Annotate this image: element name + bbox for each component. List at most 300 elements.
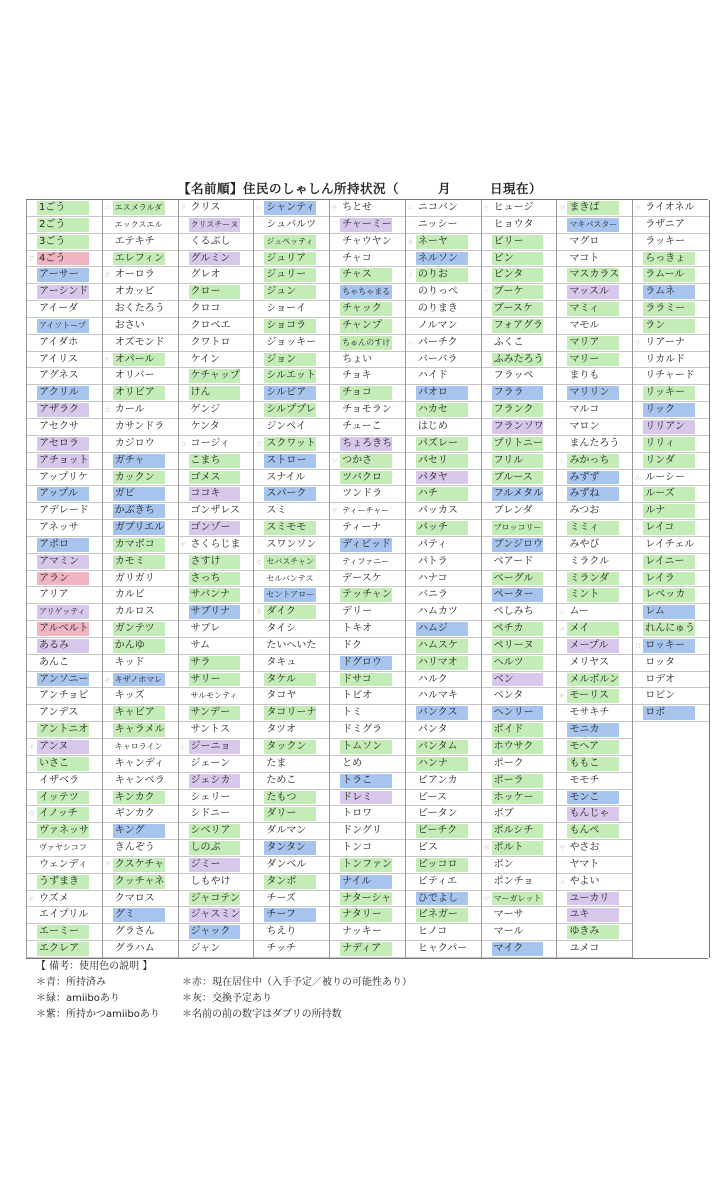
legend-gray: ＊灰：交換予定あり xyxy=(182,993,272,1004)
villager-cell xyxy=(557,621,633,638)
villager-cell xyxy=(254,486,330,503)
villager-cell xyxy=(633,520,709,537)
villager-cell xyxy=(254,503,330,520)
villager-cell xyxy=(482,924,558,941)
villager-name: ヒュージ xyxy=(493,202,534,213)
villager-name: キャビア xyxy=(114,707,155,719)
villager-name: モンこ xyxy=(569,791,600,803)
villager-name: ジンペイ xyxy=(266,420,307,432)
villager-name: みかっち xyxy=(569,454,610,466)
villager-cell xyxy=(633,604,709,621)
villager-cell xyxy=(179,874,255,891)
villager-cell xyxy=(633,470,709,487)
villager-cell xyxy=(330,688,406,705)
villager-cell xyxy=(482,891,558,908)
villager-name: アンヌ xyxy=(39,741,69,753)
index-kana: メ xyxy=(558,625,566,634)
villager-cell xyxy=(103,705,179,722)
villager-name: シドニー xyxy=(190,808,231,820)
villager-name: マリー xyxy=(569,353,600,365)
index-kana: カ xyxy=(103,406,111,415)
villager-cell xyxy=(254,301,330,318)
villager-cell xyxy=(27,907,103,924)
villager-name: カルロス xyxy=(114,606,155,618)
villager-cell xyxy=(406,537,482,554)
villager-cell xyxy=(103,571,179,588)
villager-cell xyxy=(103,756,179,773)
villager-name: クマロス xyxy=(114,892,155,904)
villager-cell xyxy=(254,537,330,554)
villager-name: うずまき xyxy=(39,875,79,887)
villager-name: メルボルン xyxy=(569,673,620,685)
index-kana: ヤ xyxy=(558,844,566,853)
villager-name: 2ごう xyxy=(39,218,66,230)
villager-name: ハムカツ xyxy=(417,606,458,618)
villager-name: ニコバン xyxy=(417,202,458,213)
villager-cell xyxy=(406,284,482,301)
villager-name: ドミグラ xyxy=(342,724,383,736)
villager-cell xyxy=(557,470,633,487)
villager-cell xyxy=(482,503,558,520)
villager-cell xyxy=(406,200,482,217)
villager-name: レム xyxy=(645,606,665,618)
villager-name: ユメコ xyxy=(569,943,600,955)
villager-cell xyxy=(330,554,406,571)
villager-cell xyxy=(179,638,255,655)
villager-name: ヘンリー xyxy=(493,707,534,719)
villager-cell xyxy=(254,655,330,672)
villager-name: フランク xyxy=(493,404,534,416)
villager-cell xyxy=(103,520,179,537)
villager-name: リック xyxy=(645,404,675,416)
villager-cell xyxy=(103,554,179,571)
villager-name: ポルト xyxy=(493,842,524,854)
villager-name: ネーヤ xyxy=(417,235,448,247)
villager-cell xyxy=(179,891,255,908)
villager-name: ツンドラ xyxy=(342,488,383,500)
villager-cell xyxy=(179,251,255,268)
villager-name: グラさん xyxy=(114,926,155,938)
villager-cell xyxy=(27,705,103,722)
villager-cell xyxy=(179,739,255,756)
villager-cell xyxy=(482,368,558,385)
villager-name: ガリガリ xyxy=(114,572,155,584)
villager-cell xyxy=(330,436,406,453)
villager-name: ピッコロ xyxy=(417,858,458,870)
villager-name: ハチ xyxy=(417,488,438,500)
legend-green: ＊緑：amiiboあり xyxy=(36,993,120,1004)
table-column xyxy=(481,200,558,958)
villager-name: しのぶ xyxy=(190,842,221,854)
villager-cell xyxy=(103,621,179,638)
villager-name: ジェシカ xyxy=(190,774,231,786)
villager-name: ダイク xyxy=(266,606,296,618)
villager-cell xyxy=(103,200,179,217)
villager-cell xyxy=(27,267,103,284)
villager-cell xyxy=(179,419,255,436)
villager-name: エテキチ xyxy=(114,235,155,247)
villager-photo-table xyxy=(26,199,708,959)
villager-cell xyxy=(254,587,330,604)
villager-cell xyxy=(179,773,255,790)
villager-cell xyxy=(406,790,482,807)
villager-cell xyxy=(27,891,103,908)
villager-name: パオロ xyxy=(417,387,448,399)
villager-cell xyxy=(27,537,103,554)
villager-name: アントニオ xyxy=(39,724,89,736)
villager-cell xyxy=(330,301,406,318)
villager-name: オーロラ xyxy=(114,269,155,281)
villager-name: カール xyxy=(114,404,145,416)
villager-cell xyxy=(557,874,633,891)
villager-cell xyxy=(27,722,103,739)
villager-name: オカッピ xyxy=(114,286,155,298)
villager-cell xyxy=(330,385,406,402)
villager-name: ユーカリ xyxy=(569,892,610,904)
villager-cell xyxy=(254,739,330,756)
index-kana: ム xyxy=(558,608,566,617)
villager-cell xyxy=(254,722,330,739)
index-kana: ユ xyxy=(558,877,566,886)
villager-cell xyxy=(633,200,709,217)
villager-name: ナディア xyxy=(342,943,382,955)
villager-cell xyxy=(103,301,179,318)
villager-name: レイニー xyxy=(645,555,685,567)
index-kana: ア xyxy=(28,254,35,263)
villager-name: ナイル xyxy=(342,875,372,887)
villager-cell xyxy=(179,756,255,773)
villager-name: ポルシチ xyxy=(493,825,534,837)
villager-name: スワンソン xyxy=(266,538,317,550)
villager-name: シェリー xyxy=(190,791,231,803)
villager-name: のりっぺ xyxy=(417,286,458,298)
villager-cell xyxy=(482,874,558,891)
villager-cell xyxy=(330,756,406,773)
villager-name: ノルマン xyxy=(417,319,458,331)
villager-name: ピース xyxy=(417,791,447,803)
villager-name: カルビ xyxy=(114,589,145,601)
villager-cell xyxy=(254,705,330,722)
villager-name: みずず xyxy=(569,471,600,483)
villager-cell xyxy=(27,385,103,402)
villager-name: ベーグル xyxy=(493,572,534,584)
villager-cell xyxy=(27,554,103,571)
villager-cell xyxy=(103,773,179,790)
villager-cell xyxy=(482,301,558,318)
index-kana: ル xyxy=(634,473,642,482)
villager-name: チッチ xyxy=(266,943,297,955)
villager-cell xyxy=(330,790,406,807)
villager-cell xyxy=(27,790,103,807)
villager-cell xyxy=(482,453,558,470)
villager-name: ペリーヌ xyxy=(493,639,534,651)
villager-cell xyxy=(103,251,179,268)
villager-name: ベアード xyxy=(493,555,534,567)
villager-name: ベン xyxy=(493,673,514,685)
villager-name: ピアンカ xyxy=(417,774,458,786)
villager-name: テッチャン xyxy=(342,589,392,601)
villager-name: ツバクロ xyxy=(342,471,382,483)
villager-cell xyxy=(406,756,482,773)
villager-cell xyxy=(557,840,633,857)
villager-name: カックン xyxy=(114,471,155,483)
villager-cell xyxy=(179,352,255,369)
villager-name: やさお xyxy=(569,842,600,854)
index-kana: チ xyxy=(331,204,339,212)
villager-cell xyxy=(557,352,633,369)
villager-name: マグロ xyxy=(569,235,600,247)
villager-name: ショーイ xyxy=(266,303,307,315)
villager-cell xyxy=(557,739,633,756)
villager-name: エイプリル xyxy=(39,909,89,921)
villager-name: ダリー xyxy=(266,808,297,820)
villager-cell xyxy=(179,554,255,571)
villager-name: ピーチク xyxy=(417,825,458,837)
villager-name: アポロ xyxy=(39,538,69,550)
villager-name: トピオ xyxy=(342,690,373,702)
villager-cell xyxy=(406,571,482,588)
index-kana: ハ xyxy=(406,338,414,347)
villager-cell xyxy=(557,756,633,773)
villager-name: イノッチ xyxy=(39,808,78,820)
villager-name: ホウサク xyxy=(493,741,534,753)
villager-cell xyxy=(103,470,179,487)
villager-cell xyxy=(254,907,330,924)
villager-cell xyxy=(557,251,633,268)
index-kana: ニ xyxy=(406,204,414,212)
villager-name: リッキー xyxy=(645,387,685,399)
villager-cell xyxy=(406,604,482,621)
villager-name: クロー xyxy=(190,286,221,298)
index-kana: マ xyxy=(482,894,490,903)
villager-name: モサキチ xyxy=(569,707,610,719)
index-kana: ク xyxy=(103,860,111,869)
villager-name: ガブリエル xyxy=(114,522,165,534)
villager-cell xyxy=(557,503,633,520)
villager-cell xyxy=(557,655,633,672)
villager-cell xyxy=(482,840,558,857)
villager-name: ジャック xyxy=(190,926,231,938)
villager-cell xyxy=(103,385,179,402)
villager-name: かんゆ xyxy=(114,639,145,651)
villager-cell xyxy=(27,924,103,941)
villager-name: ラン xyxy=(645,319,666,331)
villager-cell xyxy=(406,503,482,520)
villager-name: のりお xyxy=(417,269,448,281)
villager-name: ジュリア xyxy=(266,252,307,264)
villager-name: アイーダ xyxy=(39,303,79,315)
villager-cell xyxy=(330,722,406,739)
villager-cell xyxy=(254,200,330,217)
index-kana: フ xyxy=(482,288,490,297)
villager-cell xyxy=(254,284,330,301)
villager-cell xyxy=(482,318,558,335)
villager-name: キッズ xyxy=(114,690,145,702)
villager-cell xyxy=(27,284,103,301)
villager-name: サラ xyxy=(190,656,211,668)
villager-name: グミ xyxy=(114,909,135,921)
villager-cell xyxy=(330,705,406,722)
index-kana: タ xyxy=(255,608,263,617)
villager-name: まんたろう xyxy=(569,437,620,449)
villager-cell xyxy=(103,318,179,335)
villager-name: ふみたろう xyxy=(493,353,544,365)
villager-cell xyxy=(27,352,103,369)
villager-name: パッチ xyxy=(417,522,448,534)
villager-cell xyxy=(406,823,482,840)
villager-name: ホッケー xyxy=(493,791,534,803)
villager-cell xyxy=(406,352,482,369)
villager-cell xyxy=(406,402,482,419)
table-column xyxy=(556,200,633,958)
villager-cell xyxy=(330,267,406,284)
villager-cell xyxy=(179,840,255,857)
villager-cell xyxy=(406,217,482,234)
villager-cell xyxy=(557,638,633,655)
villager-name: ララミー xyxy=(645,303,686,315)
villager-name: マルコ xyxy=(569,404,600,416)
villager-name: トラこ xyxy=(342,774,373,786)
table-column xyxy=(253,200,330,958)
villager-cell xyxy=(103,891,179,908)
villager-cell xyxy=(633,587,709,604)
villager-cell xyxy=(103,503,179,520)
index-kana: シ xyxy=(179,743,187,752)
villager-cell xyxy=(27,335,103,352)
villager-cell xyxy=(482,436,558,453)
villager-cell xyxy=(633,571,709,588)
villager-name: キング xyxy=(114,825,145,837)
villager-name: たま xyxy=(266,757,287,769)
villager-name: やよい xyxy=(569,875,600,887)
villager-cell xyxy=(482,604,558,621)
villager-cell xyxy=(330,891,406,908)
villager-cell xyxy=(179,571,255,588)
villager-name: さくらじま xyxy=(190,538,241,550)
villager-name: ガンテツ xyxy=(114,623,155,635)
villager-name: ドングリ xyxy=(342,825,382,837)
villager-cell xyxy=(330,419,406,436)
villager-name: ジュリー xyxy=(266,269,307,281)
villager-cell xyxy=(406,419,482,436)
villager-cell xyxy=(27,621,103,638)
villager-cell xyxy=(633,503,709,520)
villager-name: ゆきみ xyxy=(569,926,600,938)
villager-cell xyxy=(254,773,330,790)
villager-cell xyxy=(482,537,558,554)
villager-cell xyxy=(330,604,406,621)
villager-cell xyxy=(254,318,330,335)
villager-name: クッチャネ xyxy=(114,875,165,887)
villager-name: ジョン xyxy=(266,353,297,365)
villager-cell xyxy=(103,941,179,958)
villager-cell xyxy=(633,436,709,453)
villager-cell xyxy=(482,638,558,655)
villager-cell xyxy=(103,234,179,251)
villager-cell xyxy=(406,520,482,537)
villager-cell xyxy=(406,840,482,857)
villager-cell xyxy=(103,672,179,689)
villager-name: ラザニア xyxy=(645,218,685,230)
villager-cell xyxy=(179,385,255,402)
index-kana: ミ xyxy=(558,456,566,465)
villager-name: アーサー xyxy=(39,269,79,281)
villager-name: ニッシー xyxy=(417,218,458,230)
villager-name: カサンドラ xyxy=(114,420,165,432)
villager-cell xyxy=(633,352,709,369)
villager-name: ミランダ xyxy=(569,572,610,584)
villager-cell xyxy=(482,335,558,352)
villager-cell xyxy=(103,806,179,823)
villager-name: マール xyxy=(493,926,524,938)
villager-cell xyxy=(27,251,103,268)
villager-name: マリリン xyxy=(569,387,610,399)
villager-cell xyxy=(406,554,482,571)
villager-name: とめ xyxy=(342,757,363,769)
villager-name: たいへいた xyxy=(266,639,317,651)
villager-name: ポーラ xyxy=(493,774,524,786)
villager-name: ももこ xyxy=(569,757,600,769)
villager-cell xyxy=(633,217,709,234)
villager-name: アリア xyxy=(39,589,69,601)
villager-cell xyxy=(179,790,255,807)
villager-name: サルモンティ xyxy=(190,691,238,701)
villager-name: クワトロ xyxy=(190,336,231,348)
villager-name: バニラ xyxy=(417,589,448,601)
villager-cell xyxy=(103,688,179,705)
villager-name: ぺしみち xyxy=(493,606,534,618)
villager-name: ゴンゾー xyxy=(190,522,231,534)
villager-name: リチャード xyxy=(645,370,695,382)
villager-cell xyxy=(330,806,406,823)
villager-cell xyxy=(406,234,482,251)
villager-name: ちょろきち xyxy=(342,437,393,449)
villager-name: マロン xyxy=(569,420,600,432)
villager-name: チーフ xyxy=(266,909,296,921)
villager-cell xyxy=(406,470,482,487)
villager-name: ジュペッティ xyxy=(266,236,314,246)
villager-cell xyxy=(103,284,179,301)
villager-name: ゴメス xyxy=(190,471,221,483)
villager-cell xyxy=(482,806,558,823)
villager-name: ナッキー xyxy=(342,926,382,938)
villager-cell xyxy=(103,587,179,604)
villager-name: セバスチャン xyxy=(266,556,314,566)
villager-name: ピス xyxy=(417,842,438,854)
villager-name: 4ごう xyxy=(39,252,66,264)
index-kana: イ xyxy=(28,743,35,752)
villager-name: グラハム xyxy=(114,943,155,955)
villager-cell xyxy=(179,436,255,453)
villager-cell xyxy=(557,368,633,385)
villager-cell xyxy=(406,924,482,941)
villager-name: パタヤ xyxy=(417,471,448,483)
villager-name: ブーケ xyxy=(493,286,524,298)
villager-name: ボイド xyxy=(493,724,524,736)
villager-name: ガビ xyxy=(114,488,135,500)
villager-name: マスカラス xyxy=(569,269,620,281)
villager-cell xyxy=(557,688,633,705)
villager-cell xyxy=(254,874,330,891)
villager-name: ジーニョ xyxy=(190,741,231,753)
villager-cell xyxy=(103,638,179,655)
villager-name: スクワット xyxy=(266,437,316,449)
villager-name: チューこ xyxy=(342,420,382,432)
legend-red: ＊赤：現在居住中（入手予定／被りの可能性あり） xyxy=(182,977,412,988)
villager-name: ジャン xyxy=(190,943,221,955)
villager-cell xyxy=(482,722,558,739)
index-kana: オ xyxy=(103,271,111,280)
